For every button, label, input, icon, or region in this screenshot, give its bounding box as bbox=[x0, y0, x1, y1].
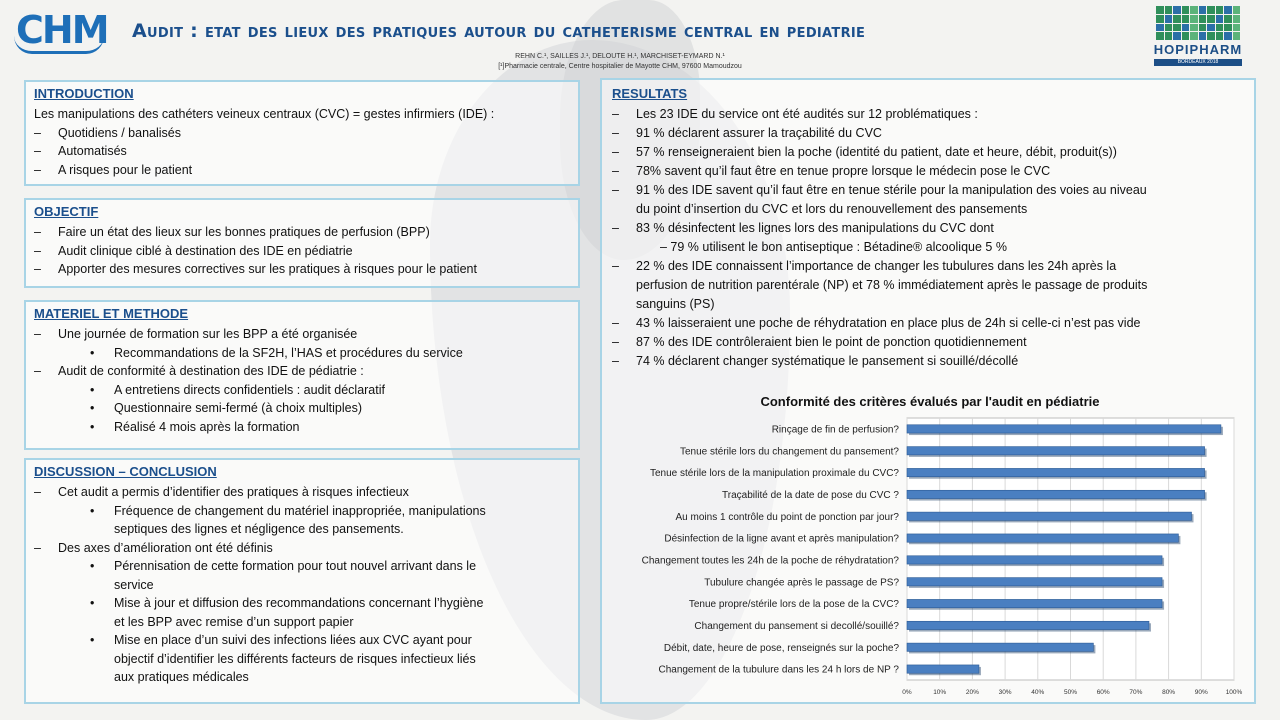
resultats-item: – 22 % des IDE connaissent l’importance de changer les tubulures dans les 24h après la bbox=[612, 257, 1244, 276]
objectif-item: – Faire un état des lieux sur les bonnes pratiques de perfusion (BPP) bbox=[34, 223, 570, 242]
materiel-bullet: • Réalisé 4 mois après la formation bbox=[34, 418, 570, 437]
resultats-item-cont: sanguins (PS) bbox=[636, 297, 715, 311]
x-tick-label: 30% bbox=[998, 689, 1012, 696]
authors: REHN C.¹, SAILLES J.¹, DELOUTE H.¹, MARCHISET-EYMARD N.¹ bbox=[515, 53, 725, 60]
introduction-item: – A risques pour le patient bbox=[34, 161, 570, 180]
materiel-item: – Une journée de formation sur les BPP a été organisée bbox=[34, 325, 570, 344]
materiel-bullet: • Questionnaire semi-fermé (à choix multiples) bbox=[34, 399, 570, 418]
category-label: Changement toutes les 24h de la poche de réhydratation? bbox=[641, 555, 899, 567]
resultats-panel bbox=[600, 78, 1256, 704]
bar bbox=[907, 447, 1205, 455]
x-tick-label: 20% bbox=[965, 689, 979, 696]
conformity-bar-chart bbox=[602, 414, 1254, 702]
introduction-heading: INTRODUCTION bbox=[34, 86, 134, 101]
discussion-bullet: • Mise en place d’un suivi des infections liées aux CVC ayant pour bbox=[34, 631, 570, 650]
x-tick-label: 100% bbox=[1225, 689, 1243, 696]
bar bbox=[907, 665, 979, 673]
x-tick-label: 0% bbox=[902, 689, 912, 696]
bar bbox=[907, 534, 1178, 542]
materiel-bullet: • Recommandations de la SF2H, l’HAS et procédures du service bbox=[34, 344, 570, 363]
bar bbox=[907, 425, 1221, 433]
resultats-item: – 74 % déclarent changer systématique le pansement si souillé/décollé bbox=[612, 352, 1244, 371]
authors-block bbox=[470, 52, 770, 72]
resultats-item: – 87 % des IDE contrôleraient bien le point de ponction quotidiennement bbox=[612, 333, 1244, 352]
hopipharm-logo-text: HOPIPHARM bbox=[1153, 42, 1243, 57]
x-tick-label: 80% bbox=[1162, 689, 1176, 696]
resultats-item: – 43 % laisseraient une poche de réhydratation en place plus de 24h si celle-ci n’est pas vide bbox=[612, 314, 1244, 333]
resultats-subitem: – 79 % utilisent le bon antiseptique : Bétadine® alcoolique 5 % bbox=[660, 240, 1007, 254]
discussion-bullet: • Mise à jour et diffusion des recommandations concernant l’hygiène bbox=[34, 594, 570, 613]
discussion-bullet-cont: septiques des lignes et négligence des pansements. bbox=[114, 522, 404, 536]
chm-logo-swoosh bbox=[14, 36, 104, 54]
x-tick-label: 50% bbox=[1063, 689, 1078, 696]
introduction-panel bbox=[24, 80, 580, 186]
introduction-item: – Quotidiens / banalisés bbox=[34, 124, 570, 143]
materiel-panel bbox=[24, 300, 580, 450]
discussion-panel bbox=[24, 458, 580, 704]
category-label: Désinfection de la ligne avant et après manipulation? bbox=[664, 533, 899, 545]
bar bbox=[907, 512, 1191, 520]
chm-logo bbox=[12, 6, 112, 58]
objectif-heading: OBJECTIF bbox=[34, 204, 99, 219]
hopipharm-logo-subtitle: BORDEAUX 2018 bbox=[1154, 59, 1242, 66]
bar bbox=[907, 621, 1149, 629]
x-tick-label: 90% bbox=[1194, 689, 1208, 696]
page-title: Audit : etat des lieux des pratiques autour du catheterisme central en pediatrie bbox=[132, 20, 866, 42]
materiel-heading: MATERIEL ET METHODE bbox=[34, 306, 189, 321]
category-label: Débit, date, heure de pose, renseignés sur la poche? bbox=[663, 642, 899, 654]
bar bbox=[907, 599, 1162, 607]
category-label: Tubulure changée après le passage de PS? bbox=[704, 577, 899, 589]
category-label: Rinçage de fin de perfusion? bbox=[771, 424, 899, 436]
discussion-bullet-cont: objectif d’identifier les différents facteurs de risques infectieux liés bbox=[114, 651, 476, 666]
bar bbox=[907, 468, 1205, 476]
discussion-bullet-cont: et les BPP avec remise d’un support papier bbox=[114, 614, 354, 629]
x-tick-label: 60% bbox=[1096, 689, 1110, 696]
bar bbox=[907, 643, 1093, 651]
chart-title: Conformité des critères évalués par l'audit en pédiatrie bbox=[760, 394, 1100, 409]
resultats-item-cont: perfusion de nutrition parentérale (NP) et 78 % immédiatement après le passage de produits bbox=[636, 278, 1148, 292]
category-label: Tenue stérile lors de la manipulation proximale du CVC? bbox=[649, 468, 899, 480]
affiliation: [¹]Pharmacie centrale, Centre hospitalier de Mayotte CHM, 97600 Mamoudzou bbox=[498, 63, 742, 70]
introduction-item: – Automatisés bbox=[34, 142, 570, 161]
hopipharm-logo-grid bbox=[1156, 6, 1240, 40]
resultats-item: – 78% savent qu’il faut être en tenue propre lorsque le médecin pose le CVC bbox=[612, 162, 1244, 181]
bar bbox=[907, 490, 1205, 498]
objectif-item: – Audit clinique ciblé à destination des IDE en pédiatrie bbox=[34, 242, 570, 261]
discussion-heading: DISCUSSION – CONCLUSION bbox=[34, 464, 217, 479]
resultats-item: – 57 % renseigneraient bien la poche (identité du patient, date et heure, débit, produit(s)) bbox=[612, 143, 1244, 162]
category-label: Traçabilité de la date de pose du CVC ? bbox=[722, 489, 899, 501]
objectif-panel bbox=[24, 198, 580, 288]
resultats-item-cont: du point d’insertion du CVC et lors du renouvellement des pansements bbox=[636, 202, 1028, 216]
discussion-item: – Cet audit a permis d’identifier des pratiques à risques infectieux bbox=[34, 483, 570, 502]
objectif-item: – Apporter des mesures correctives sur les pratiques à risques pour le patient bbox=[34, 260, 570, 279]
resultats-item: – 91 % déclarent assurer la traçabilité du CVC bbox=[612, 124, 1244, 143]
materiel-bullet: • A entretiens directs confidentiels : audit déclaratif bbox=[34, 381, 570, 400]
discussion-item: – Des axes d’amélioration ont été définis bbox=[34, 539, 570, 558]
resultats-heading: RESULTATS bbox=[612, 86, 688, 101]
category-label: Changement du pansement si decollé/souillé? bbox=[694, 620, 899, 632]
category-label: Tenue propre/stérile lors de la pose de la CVC? bbox=[688, 599, 899, 611]
resultats-item: – Les 23 IDE du service ont été audités sur 12 problématiques : bbox=[612, 105, 1244, 124]
category-label: Changement de la tubulure dans les 24 h lors de NP ? bbox=[658, 664, 899, 676]
resultats-item: – 91 % des IDE savent qu’il faut être en tenue stérile pour la manipulation des voies au niveau bbox=[612, 181, 1244, 200]
introduction-text: Les manipulations des cathéters veineux centraux (CVC) = gestes infirmiers (IDE) : bbox=[34, 107, 495, 121]
discussion-bullet: • Fréquence de changement du matériel inappropriée, manipulations bbox=[34, 502, 570, 521]
resultats-item: – 83 % désinfectent les lignes lors des manipulations du CVC dont bbox=[612, 219, 1244, 238]
x-tick-label: 40% bbox=[1031, 689, 1045, 696]
x-tick-label: 70% bbox=[1129, 689, 1143, 696]
discussion-bullet-cont: service bbox=[114, 577, 154, 592]
discussion-bullet-cont: aux pratiques médicales bbox=[114, 670, 249, 684]
category-label: Tenue stérile lors du changement du pansement? bbox=[679, 446, 899, 458]
bar bbox=[907, 578, 1162, 586]
materiel-item: – Audit de conformité à destination des IDE de pédiatrie : bbox=[34, 362, 570, 381]
bar bbox=[907, 556, 1162, 564]
chm-logo-text: CHM bbox=[16, 8, 108, 52]
x-tick-label: 10% bbox=[933, 689, 947, 696]
hopipharm-logo bbox=[1150, 4, 1246, 66]
discussion-bullet: • Pérennisation de cette formation pour tout nouvel arrivant dans le bbox=[34, 557, 570, 576]
category-label: Au moins 1 contrôle du point de ponction par jour? bbox=[675, 511, 899, 523]
